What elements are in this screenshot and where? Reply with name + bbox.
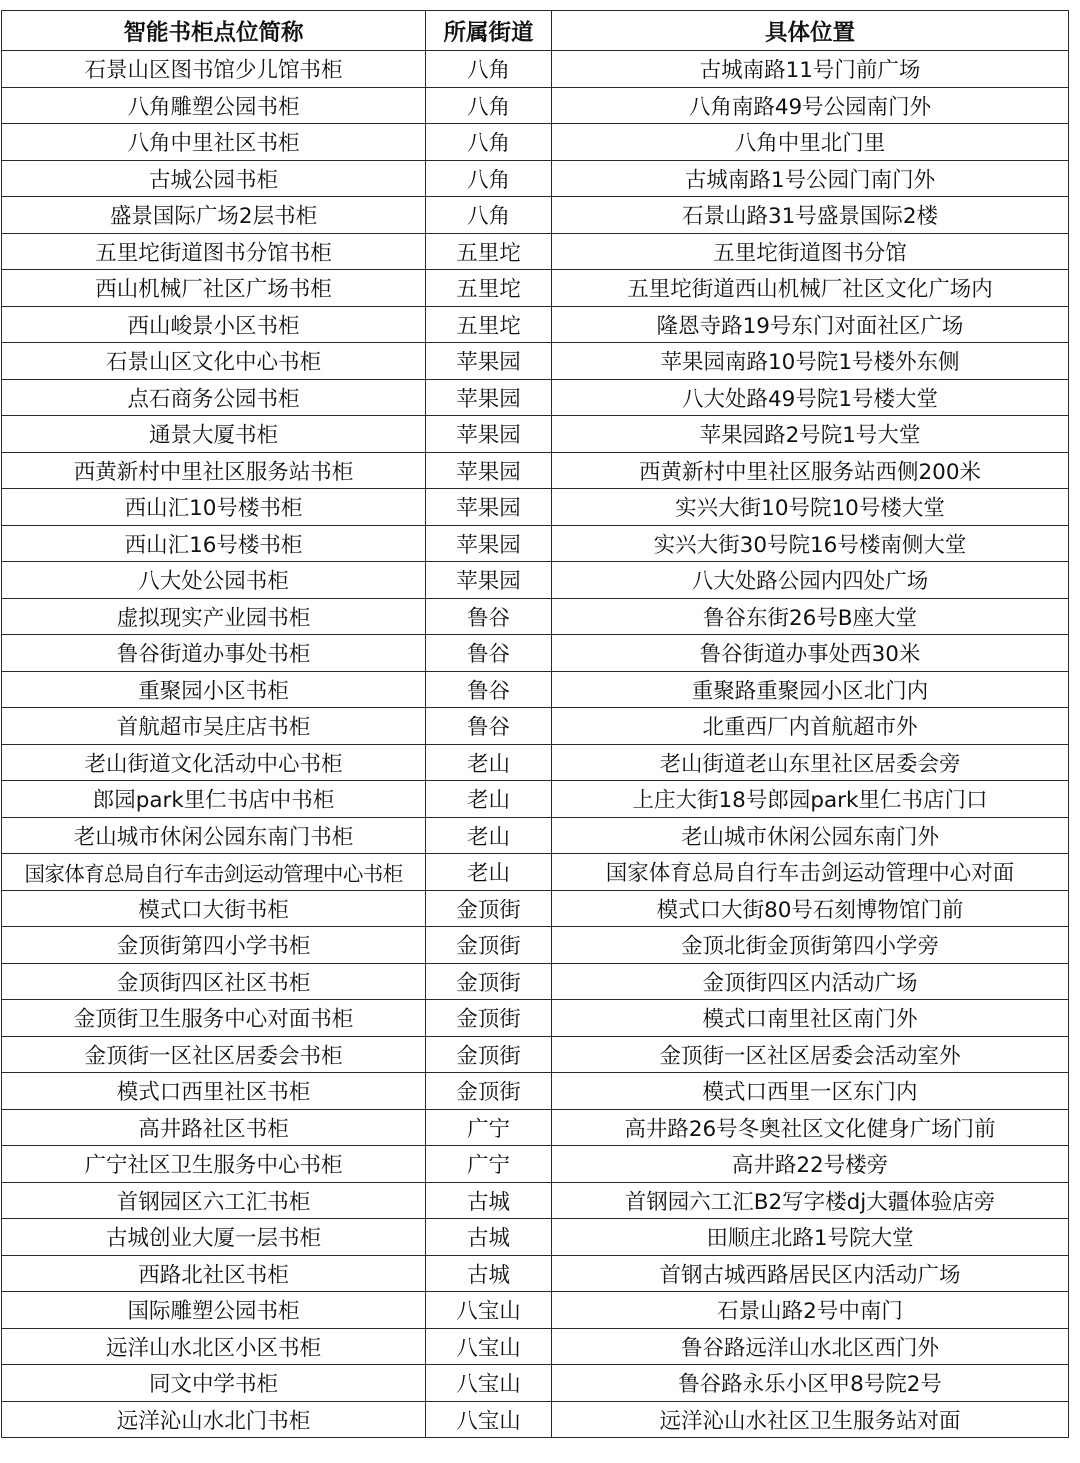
cell-street[interactable]: 八宝山 xyxy=(426,1292,552,1329)
cell-street[interactable]: 苹果园 xyxy=(426,452,552,489)
table-row xyxy=(2,817,1069,854)
cell-street[interactable]: 苹果园 xyxy=(426,343,552,380)
cell-street[interactable]: 鲁谷 xyxy=(426,635,552,672)
cell-location[interactable]: 五里坨街道西山机械厂社区文化广场内 xyxy=(552,270,1069,307)
cell-location[interactable]: 北重西厂内首航超市外 xyxy=(552,708,1069,745)
bookcase-location-table xyxy=(1,10,1069,1438)
cell-name[interactable]: 国际雕塑公园书柜 xyxy=(2,1292,426,1329)
cell-location[interactable]: 重聚路重聚园小区北门内 xyxy=(552,671,1069,708)
cell-name[interactable]: 国家体育总局自行车击剑运动管理中心书柜 xyxy=(2,854,426,891)
table-body xyxy=(2,51,1069,1438)
cell-name[interactable]: 西山汇10号楼书柜 xyxy=(2,489,426,526)
cell-location[interactable]: 高井路26号冬奥社区文化健身广场门前 xyxy=(552,1109,1069,1146)
table-row xyxy=(2,270,1069,307)
table-row xyxy=(2,343,1069,380)
cell-name[interactable]: 远洋沁山水北门书柜 xyxy=(2,1401,426,1438)
table-row xyxy=(2,1000,1069,1037)
table-row xyxy=(2,744,1069,781)
header-row xyxy=(2,11,1069,51)
cell-location[interactable]: 金顶北街金顶街第四小学旁 xyxy=(552,927,1069,964)
cell-street[interactable]: 八角 xyxy=(426,160,552,197)
table-row xyxy=(2,1073,1069,1110)
cell-name[interactable]: 石景山区图书馆少儿馆书柜 xyxy=(2,51,426,88)
cell-street[interactable]: 八角 xyxy=(426,51,552,88)
cell-location[interactable]: 五里坨街道图书分馆 xyxy=(552,233,1069,270)
cell-street[interactable]: 五里坨 xyxy=(426,306,552,343)
cell-location[interactable]: 上庄大街18号郎园park里仁书店门口 xyxy=(552,781,1069,818)
cell-name[interactable]: 盛景国际广场2层书柜 xyxy=(2,197,426,234)
cell-name[interactable]: 鲁谷街道办事处书柜 xyxy=(2,635,426,672)
cell-name[interactable]: 五里坨街道图书分馆书柜 xyxy=(2,233,426,270)
table-row xyxy=(2,1036,1069,1073)
cell-name[interactable]: 西山机械厂社区广场书柜 xyxy=(2,270,426,307)
table-row xyxy=(2,416,1069,453)
cell-name[interactable]: 石景山区文化中心书柜 xyxy=(2,343,426,380)
cell-street[interactable]: 老山 xyxy=(426,744,552,781)
header-cell-name: 智能书柜点位简称 xyxy=(2,11,426,51)
cell-name[interactable]: 金顶街四区社区书柜 xyxy=(2,963,426,1000)
table-row xyxy=(2,124,1069,161)
cell-name[interactable]: 金顶街卫生服务中心对面书柜 xyxy=(2,1000,426,1037)
table-row xyxy=(2,854,1069,891)
cell-name[interactable]: 模式口西里社区书柜 xyxy=(2,1073,426,1110)
table-row xyxy=(2,890,1069,927)
cell-name[interactable]: 八角中里社区书柜 xyxy=(2,124,426,161)
table-row xyxy=(2,233,1069,270)
cell-location[interactable]: 首钢园六工汇B2写字楼dj大疆体验店旁 xyxy=(552,1182,1069,1219)
cell-name[interactable]: 高井路社区书柜 xyxy=(2,1109,426,1146)
table-row xyxy=(2,963,1069,1000)
cell-location[interactable]: 苹果园路2号院1号大堂 xyxy=(552,416,1069,453)
table-row xyxy=(2,562,1069,599)
table-row xyxy=(2,379,1069,416)
table-row xyxy=(2,1219,1069,1256)
table-row xyxy=(2,489,1069,526)
table-row xyxy=(2,598,1069,635)
cell-location[interactable]: 古城南路11号门前广场 xyxy=(552,51,1069,88)
cell-name[interactable]: 广宁社区卫生服务中心书柜 xyxy=(2,1146,426,1183)
cell-street[interactable]: 古城 xyxy=(426,1182,552,1219)
cell-name[interactable]: 点石商务公园书柜 xyxy=(2,379,426,416)
cell-street[interactable]: 八宝山 xyxy=(426,1365,552,1402)
table-row xyxy=(2,1292,1069,1329)
cell-street[interactable]: 鲁谷 xyxy=(426,671,552,708)
cell-street[interactable]: 老山 xyxy=(426,854,552,891)
cell-location[interactable]: 金顶街一区社区居委会活动室外 xyxy=(552,1036,1069,1073)
cell-name[interactable]: 首航超市吴庄店书柜 xyxy=(2,708,426,745)
cell-street[interactable]: 八角 xyxy=(426,124,552,161)
cell-street[interactable]: 鲁谷 xyxy=(426,598,552,635)
cell-name[interactable]: 金顶街一区社区居委会书柜 xyxy=(2,1036,426,1073)
table-row xyxy=(2,160,1069,197)
cell-street[interactable]: 老山 xyxy=(426,781,552,818)
cell-location[interactable]: 西黄新村中里社区服务站西侧200米 xyxy=(552,452,1069,489)
cell-street[interactable]: 苹果园 xyxy=(426,489,552,526)
spreadsheet-sheet xyxy=(1,10,1068,1438)
cell-street[interactable]: 苹果园 xyxy=(426,525,552,562)
cell-location[interactable]: 隆恩寺路19号东门对面社区广场 xyxy=(552,306,1069,343)
cell-location[interactable]: 八大处路公园内四处广场 xyxy=(552,562,1069,599)
cell-location[interactable]: 模式口西里一区东门内 xyxy=(552,1073,1069,1110)
cell-street[interactable]: 金顶街 xyxy=(426,963,552,1000)
table-row xyxy=(2,671,1069,708)
cell-name[interactable]: 古城创业大厦一层书柜 xyxy=(2,1219,426,1256)
table-row xyxy=(2,525,1069,562)
cell-name[interactable]: 古城公园书柜 xyxy=(2,160,426,197)
cell-location[interactable]: 鲁谷路远洋山水北区西门外 xyxy=(552,1328,1069,1365)
cell-street[interactable]: 五里坨 xyxy=(426,270,552,307)
cell-location[interactable]: 八大处路49号院1号楼大堂 xyxy=(552,379,1069,416)
cell-name[interactable]: 西山峻景小区书柜 xyxy=(2,306,426,343)
cell-street[interactable]: 古城 xyxy=(426,1219,552,1256)
cell-location[interactable]: 实兴大街30号院16号楼南侧大堂 xyxy=(552,525,1069,562)
cell-street[interactable]: 苹果园 xyxy=(426,416,552,453)
cell-street[interactable]: 广宁 xyxy=(426,1146,552,1183)
table-row xyxy=(2,1182,1069,1219)
cell-street[interactable]: 八宝山 xyxy=(426,1328,552,1365)
cell-name[interactable]: 通景大厦书柜 xyxy=(2,416,426,453)
cell-location[interactable]: 鲁谷街道办事处西30米 xyxy=(552,635,1069,672)
cell-name[interactable]: 重聚园小区书柜 xyxy=(2,671,426,708)
cell-location[interactable]: 苹果园南路10号院1号楼外东侧 xyxy=(552,343,1069,380)
table-row xyxy=(2,1255,1069,1292)
cell-name[interactable]: 郎园park里仁书店中书柜 xyxy=(2,781,426,818)
cell-street[interactable]: 鲁谷 xyxy=(426,708,552,745)
cell-location[interactable]: 模式口大街80号石刻博物馆门前 xyxy=(552,890,1069,927)
cell-location[interactable]: 实兴大街10号院10号楼大堂 xyxy=(552,489,1069,526)
cell-name[interactable]: 西路北社区书柜 xyxy=(2,1255,426,1292)
cell-street[interactable]: 五里坨 xyxy=(426,233,552,270)
cell-location[interactable]: 国家体育总局自行车击剑运动管理中心对面 xyxy=(552,854,1069,891)
cell-location[interactable]: 模式口南里社区南门外 xyxy=(552,1000,1069,1037)
table-row xyxy=(2,781,1069,818)
cell-street[interactable]: 金顶街 xyxy=(426,1036,552,1073)
cell-name[interactable]: 同文中学书柜 xyxy=(2,1365,426,1402)
table-row xyxy=(2,87,1069,124)
table-row xyxy=(2,197,1069,234)
table-row xyxy=(2,452,1069,489)
cell-name[interactable]: 西山汇16号楼书柜 xyxy=(2,525,426,562)
cell-location[interactable]: 老山城市休闲公园东南门外 xyxy=(552,817,1069,854)
cell-name[interactable]: 首钢园区六工汇书柜 xyxy=(2,1182,426,1219)
table-row xyxy=(2,1146,1069,1183)
cell-location[interactable]: 老山街道老山东里社区居委会旁 xyxy=(552,744,1069,781)
table-row xyxy=(2,1401,1069,1438)
cell-street[interactable]: 八角 xyxy=(426,197,552,234)
cell-name[interactable]: 八大处公园书柜 xyxy=(2,562,426,599)
table-row xyxy=(2,1328,1069,1365)
cell-street[interactable]: 古城 xyxy=(426,1255,552,1292)
table-row xyxy=(2,927,1069,964)
cell-name[interactable]: 金顶街第四小学书柜 xyxy=(2,927,426,964)
cell-street[interactable]: 八宝山 xyxy=(426,1401,552,1438)
cell-name[interactable]: 虚拟现实产业园书柜 xyxy=(2,598,426,635)
table-row xyxy=(2,1365,1069,1402)
header-cell-street: 所属街道 xyxy=(426,11,552,51)
cell-name[interactable]: 模式口大街书柜 xyxy=(2,890,426,927)
cell-street[interactable]: 老山 xyxy=(426,817,552,854)
cell-location[interactable]: 鲁谷东街26号B座大堂 xyxy=(552,598,1069,635)
table-row xyxy=(2,306,1069,343)
cell-location[interactable]: 古城南路1号公园门南门外 xyxy=(552,160,1069,197)
cell-location[interactable]: 首钢古城西路居民区内活动广场 xyxy=(552,1255,1069,1292)
cell-name[interactable]: 西黄新村中里社区服务站书柜 xyxy=(2,452,426,489)
cell-street[interactable]: 金顶街 xyxy=(426,927,552,964)
table-row xyxy=(2,51,1069,88)
cell-street[interactable]: 金顶街 xyxy=(426,1000,552,1037)
cell-street[interactable]: 广宁 xyxy=(426,1109,552,1146)
table-row xyxy=(2,1109,1069,1146)
cell-street[interactable]: 八角 xyxy=(426,87,552,124)
cell-location[interactable]: 鲁谷路永乐小区甲8号院2号 xyxy=(552,1365,1069,1402)
cell-street[interactable]: 金顶街 xyxy=(426,890,552,927)
table-row xyxy=(2,708,1069,745)
cell-name[interactable]: 老山城市休闲公园东南门书柜 xyxy=(2,817,426,854)
cell-location[interactable]: 石景山路2号中南门 xyxy=(552,1292,1069,1329)
cell-street[interactable]: 金顶街 xyxy=(426,1073,552,1110)
cell-street[interactable]: 苹果园 xyxy=(426,562,552,599)
cell-location[interactable]: 八角中里北门里 xyxy=(552,124,1069,161)
cell-name[interactable]: 远洋山水北区小区书柜 xyxy=(2,1328,426,1365)
table-row xyxy=(2,635,1069,672)
cell-location[interactable]: 金顶街四区内活动广场 xyxy=(552,963,1069,1000)
cell-location[interactable]: 高井路22号楼旁 xyxy=(552,1146,1069,1183)
cell-street[interactable]: 苹果园 xyxy=(426,379,552,416)
cell-location[interactable]: 石景山路31号盛景国际2楼 xyxy=(552,197,1069,234)
header-cell-location: 具体位置 xyxy=(552,11,1069,51)
cell-location[interactable]: 远洋沁山水社区卫生服务站对面 xyxy=(552,1401,1069,1438)
cell-name[interactable]: 八角雕塑公园书柜 xyxy=(2,87,426,124)
cell-name[interactable]: 老山街道文化活动中心书柜 xyxy=(2,744,426,781)
cell-location[interactable]: 田顺庄北路1号院大堂 xyxy=(552,1219,1069,1256)
cell-location[interactable]: 八角南路49号公园南门外 xyxy=(552,87,1069,124)
